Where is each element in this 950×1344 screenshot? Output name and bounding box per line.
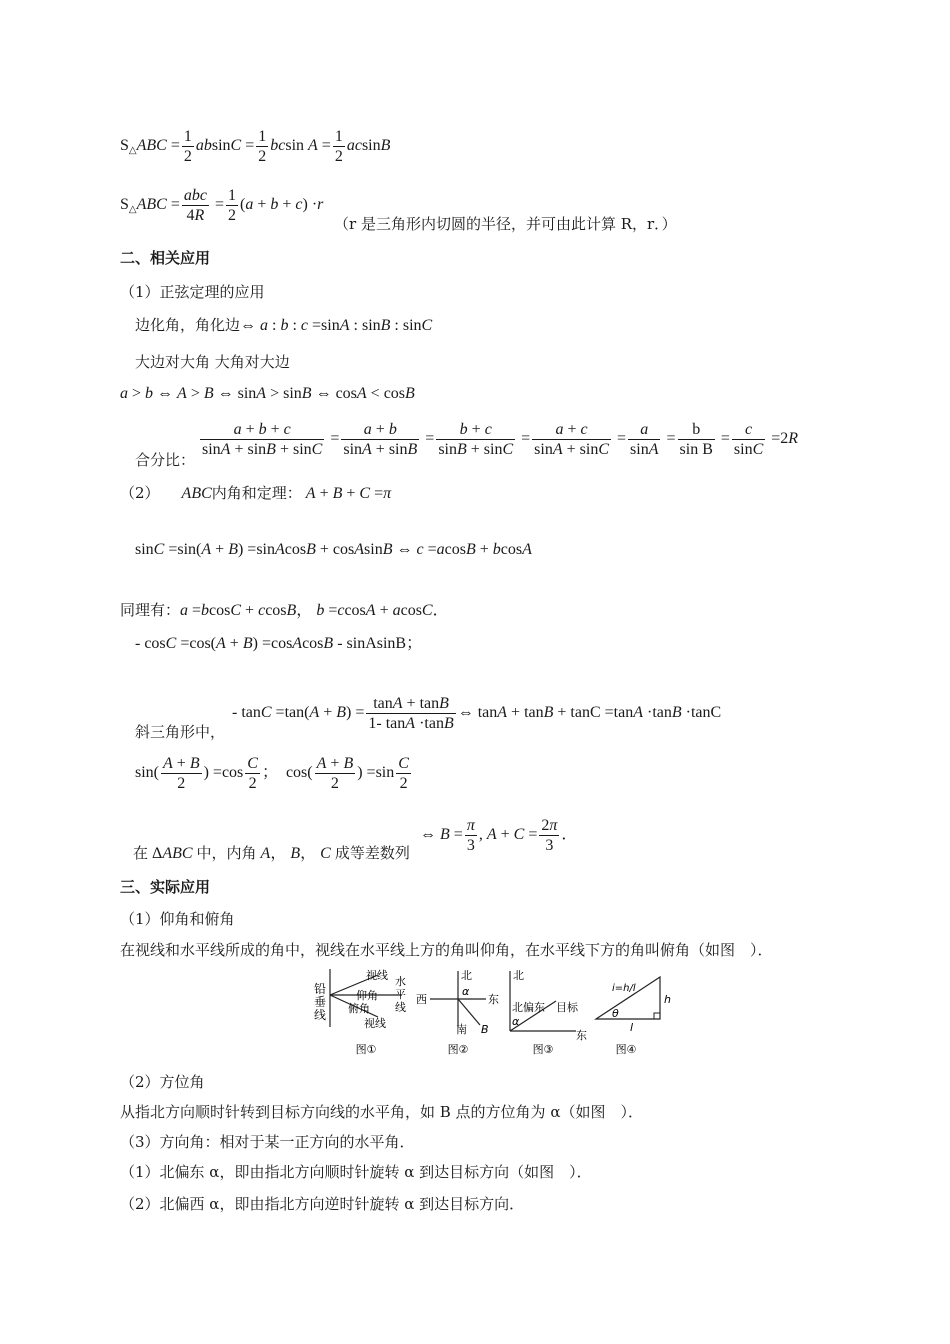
item2-label: 内角和定理： xyxy=(211,484,302,502)
section2-heading: 二、相关应用 xyxy=(120,249,211,267)
fig2-alpha: α xyxy=(462,985,470,998)
section3-desc2: 从指北方向顺时针转到目标方向线的水平角，如 B 点的方位角为 α（如图 ）． xyxy=(120,1103,643,1121)
section3-heading: 三、实际应用 xyxy=(120,878,211,896)
fig3-ne: 北偏东 xyxy=(512,1001,545,1014)
half-angle-identity: sin( $\frac{A + B}{2}$ ) =cos $\frac{C}{2}$ ； cos( $\frac{A + B}{2}$ ) =sin $\frac{C}{2}$ xyxy=(135,755,409,792)
section3-item3: （3）方向角：相对于某一正方向的水平角． xyxy=(120,1133,415,1151)
fig3-caption: 图③ xyxy=(532,1043,554,1056)
arith-label: 成等差数列 xyxy=(334,844,410,862)
tan-identity: - tanC =tan(A + B) = $\frac{\tan A + \tan B}{1- \tan A \cdot\tan B}$ ⇔ tanA + tanB + tanC =tanA ·tanB ·tanC xyxy=(232,695,722,732)
fig3-target: 目标 xyxy=(556,1001,578,1014)
figure-2 xyxy=(416,969,499,1056)
section3-item2: （2）方位角 xyxy=(120,1073,205,1091)
big-side-line: 大边对大角 大角对大边 xyxy=(135,353,290,371)
figure-4 xyxy=(596,977,671,1056)
oblique-label: 斜三角形中， xyxy=(135,723,226,741)
section3-item1: （1）仰角和俯角 xyxy=(120,910,235,928)
fig1-depression: 俯角 xyxy=(348,1002,370,1015)
section3-desc1: 在视线和水平线所成的角中，视线在水平线上方的角叫仰角，在水平线下方的角叫俯角（如图 ）． xyxy=(120,941,773,959)
figure-3 xyxy=(510,969,587,1056)
fig2-east: 东 xyxy=(488,993,499,1006)
fig2-caption: 图② xyxy=(447,1043,469,1056)
arith-mid: 中，内角 xyxy=(196,844,257,862)
fig3-alpha: α xyxy=(512,1015,520,1028)
sin-c-identity: sinC =sin(A + B) =sinAcosB + cosAsinB ⇔ c =acosB + bcosA xyxy=(135,541,532,558)
figure-1 xyxy=(314,968,406,1056)
fig4-l: l xyxy=(630,1021,634,1034)
fig1-caption: 图① xyxy=(355,1043,377,1056)
fig2-north: 北 xyxy=(461,969,472,982)
area-formula-2: $S_\triangle ABC$ = $\frac{\text{abc}}{4R}$ = $\frac{1}{2}$ (a + b + c) ·r xyxy=(120,187,324,224)
arith-formula: ⇔ B = $\frac{\pi}{3}$ , A + C = $\frac{2\pi}{3}$ ． xyxy=(420,817,578,854)
fig2-point-b: B xyxy=(481,1023,489,1036)
fig2-south: 南 xyxy=(456,1023,467,1036)
fig4-theta: θ xyxy=(612,1007,619,1020)
arith-line: 在 ΔABC 中，内角 A， B， C 成等差数列 xyxy=(133,844,410,862)
section2-item1: （1）正弦定理的应用 xyxy=(120,283,265,301)
cos-c-identity: - cosC =cos(A + B) =cosAcosB - sinAsinB； xyxy=(135,635,423,652)
fig4-h: h xyxy=(664,993,671,1006)
fig1-sight-down: 视线 xyxy=(364,1017,386,1030)
ratio-formula: $\frac{a + b + c}{\sin A + \sin B + \sin C}$ = $\frac{a + b}{\sin A + \sin B}$ = $\frac{b + c}{\sin B + \sin C}$ = $\frac{a + c}{\sin A + \sin C}$ = $\frac{a}{\sin A}$ = $\frac{b}{\text{sin B}}$ = $\frac{c}{\sin C}$ =2R xyxy=(202,421,799,458)
fig3-east: 东 xyxy=(576,1029,587,1042)
fig1-lead-line: 铅垂线 xyxy=(313,982,327,1022)
ratio-label: 合分比： xyxy=(135,451,196,469)
item2-prefix: （2） xyxy=(120,484,160,502)
north-west-desc: （2）北偏西 α，即由指北方向逆时针旋转 α 到达目标方向． xyxy=(120,1195,525,1213)
fig1-horizontal: 水平线 xyxy=(395,975,406,1014)
fig2-west: 西 xyxy=(416,993,427,1006)
conversion-label: 边化角，角化边 xyxy=(135,316,241,334)
arith-prefix: 在 xyxy=(133,844,149,862)
fig4-caption: 图④ xyxy=(615,1043,637,1056)
north-east-desc: （1）北偏东 α，即由指北方向顺时针旋转 α 到达目标方向（如图 ）． xyxy=(120,1163,592,1181)
similarly-label: 同理有： xyxy=(120,601,181,619)
similarly-line: 同理有：a =bcosC + ccosB， b =ccosA + acosC． xyxy=(120,601,449,619)
inequality-chain: a > b ⇔ A > B ⇔ sinA > sinB ⇔ cosA < cosB xyxy=(120,385,415,402)
angle-figures xyxy=(0,965,950,1065)
fig1-elevation: 仰角 xyxy=(356,989,378,1002)
item2-line: （2） ABC内角和定理： A + B + C =π xyxy=(120,484,392,502)
fig3-north: 北 xyxy=(513,969,524,982)
fig4-slope: i=h/l xyxy=(612,983,636,994)
fig1-sight-up: 视线 xyxy=(366,969,388,982)
area-formula-1: $S_\triangle ABC$ = $\frac{1}{2}$ absinC = $\frac{1}{2}$ bcsin A = $\frac{1}{2}$ acsinB xyxy=(120,128,391,165)
area-note: （r 是三角形内切圆的半径，并可由此计算 R，r．） xyxy=(334,215,677,233)
conversion-line: 边化角，角化边⇔ a : b : c =sinA : sinB : sinC xyxy=(135,316,433,334)
